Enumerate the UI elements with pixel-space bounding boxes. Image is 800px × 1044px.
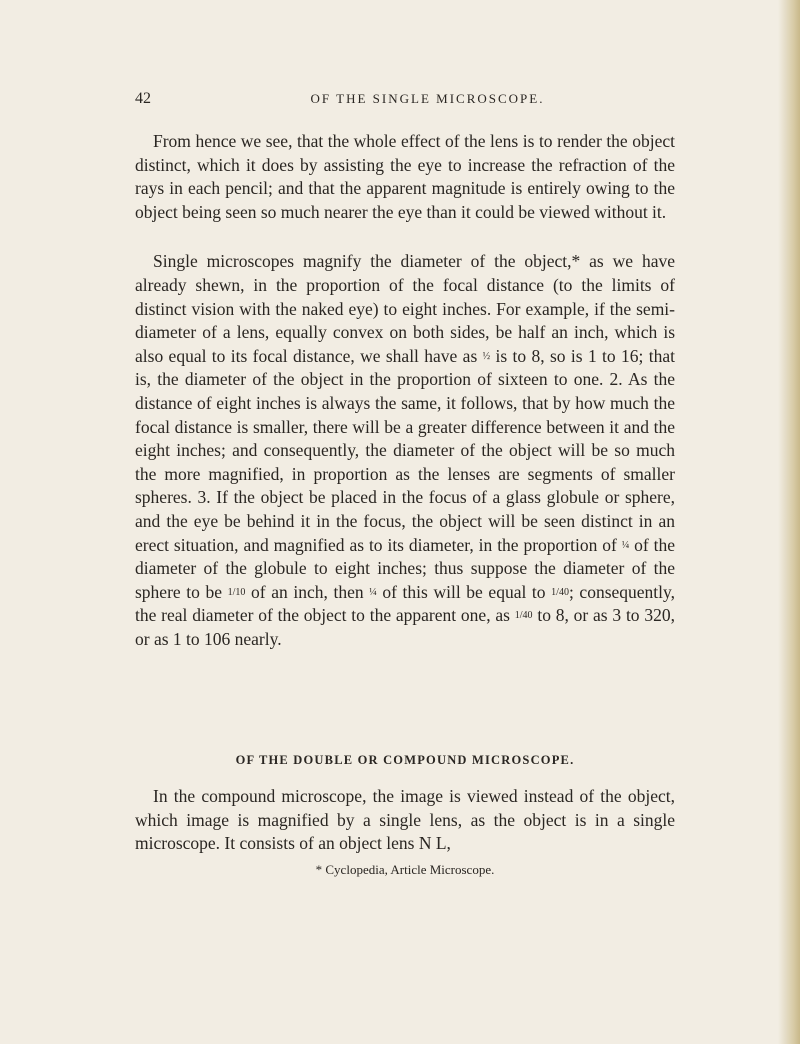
text-run: of an inch, then xyxy=(245,581,370,602)
body-text xyxy=(135,130,675,651)
text-run: to 8, or as 3 to 320, or as 1 to 106 nearly. xyxy=(135,605,675,649)
paragraph-3: In the compound microscope, the image is viewed instead of the object, which image is magnified by a single lens, as the object is in a single microscope. It consists of an object lens N L, xyxy=(135,786,675,854)
paragraph-1: From hence we see, that the whole effect of the lens is to render the object distinct, which it does by assisting the eye to increase the refraction of the rays in each pencil; and that the apparent magnitude is entirely owing to the object being seen so much nearer the eye than it could be viewed without it. xyxy=(135,131,675,222)
text-run: of this will be equal to xyxy=(376,581,552,602)
text-run: Single microscopes magnify the diameter of the object,* as we have already shewn, in the proportion of the focal distance (to the limits of distinct vision with the naked eye) to eight inches. For example, if the semi-diameter of a lens, equally convex on both sides, be half an inch, which is also equal to its focal distance, we shall have as xyxy=(135,251,675,366)
footnote: * Cyclopedia, Article Microscope. xyxy=(315,862,495,877)
fraction: 1/40 xyxy=(514,610,533,622)
page-number: 42 xyxy=(135,90,151,107)
page-edge-shadow xyxy=(778,0,800,1044)
fraction: ¼ xyxy=(369,586,377,598)
section-heading: OF THE DOUBLE OR COMPOUND MICROSCOPE. xyxy=(235,753,575,767)
fraction: ½ xyxy=(482,350,491,362)
fraction: 1/40 xyxy=(551,586,569,598)
paragraph-2 xyxy=(135,250,675,651)
text-run: is to 8, so is 1 to 16; that is, the diameter of the object in the proportion of sixteen to one. 2. As the distance of eight inches is always the same, it follows, that by how much the focal distance is smaller, there will be a greater difference between it and the eight inches; and consequently, the diameter of the object will be so much the more magnified, in proportion as the lenses are segments of smaller spheres. 3. If the object be placed in the focus of a glass globule or sphere, and the eye be behind it in the focus, the object will be seen distinct in an erect situation, and magnified as to its diameter, in the proportion of xyxy=(135,345,675,555)
fraction: ¼ xyxy=(621,539,630,551)
body-text-continued xyxy=(135,785,675,856)
page-header xyxy=(135,90,675,112)
fraction: 1/10 xyxy=(227,586,246,598)
text-run: of the diameter of the globule to eight inches; thus suppose the diameter of the sphere to be xyxy=(135,534,675,602)
running-head: OF THE SINGLE MICROSCOPE. xyxy=(310,91,545,106)
text-run: ; consequently, the real diameter of the object to the apparent one, as xyxy=(135,581,676,626)
